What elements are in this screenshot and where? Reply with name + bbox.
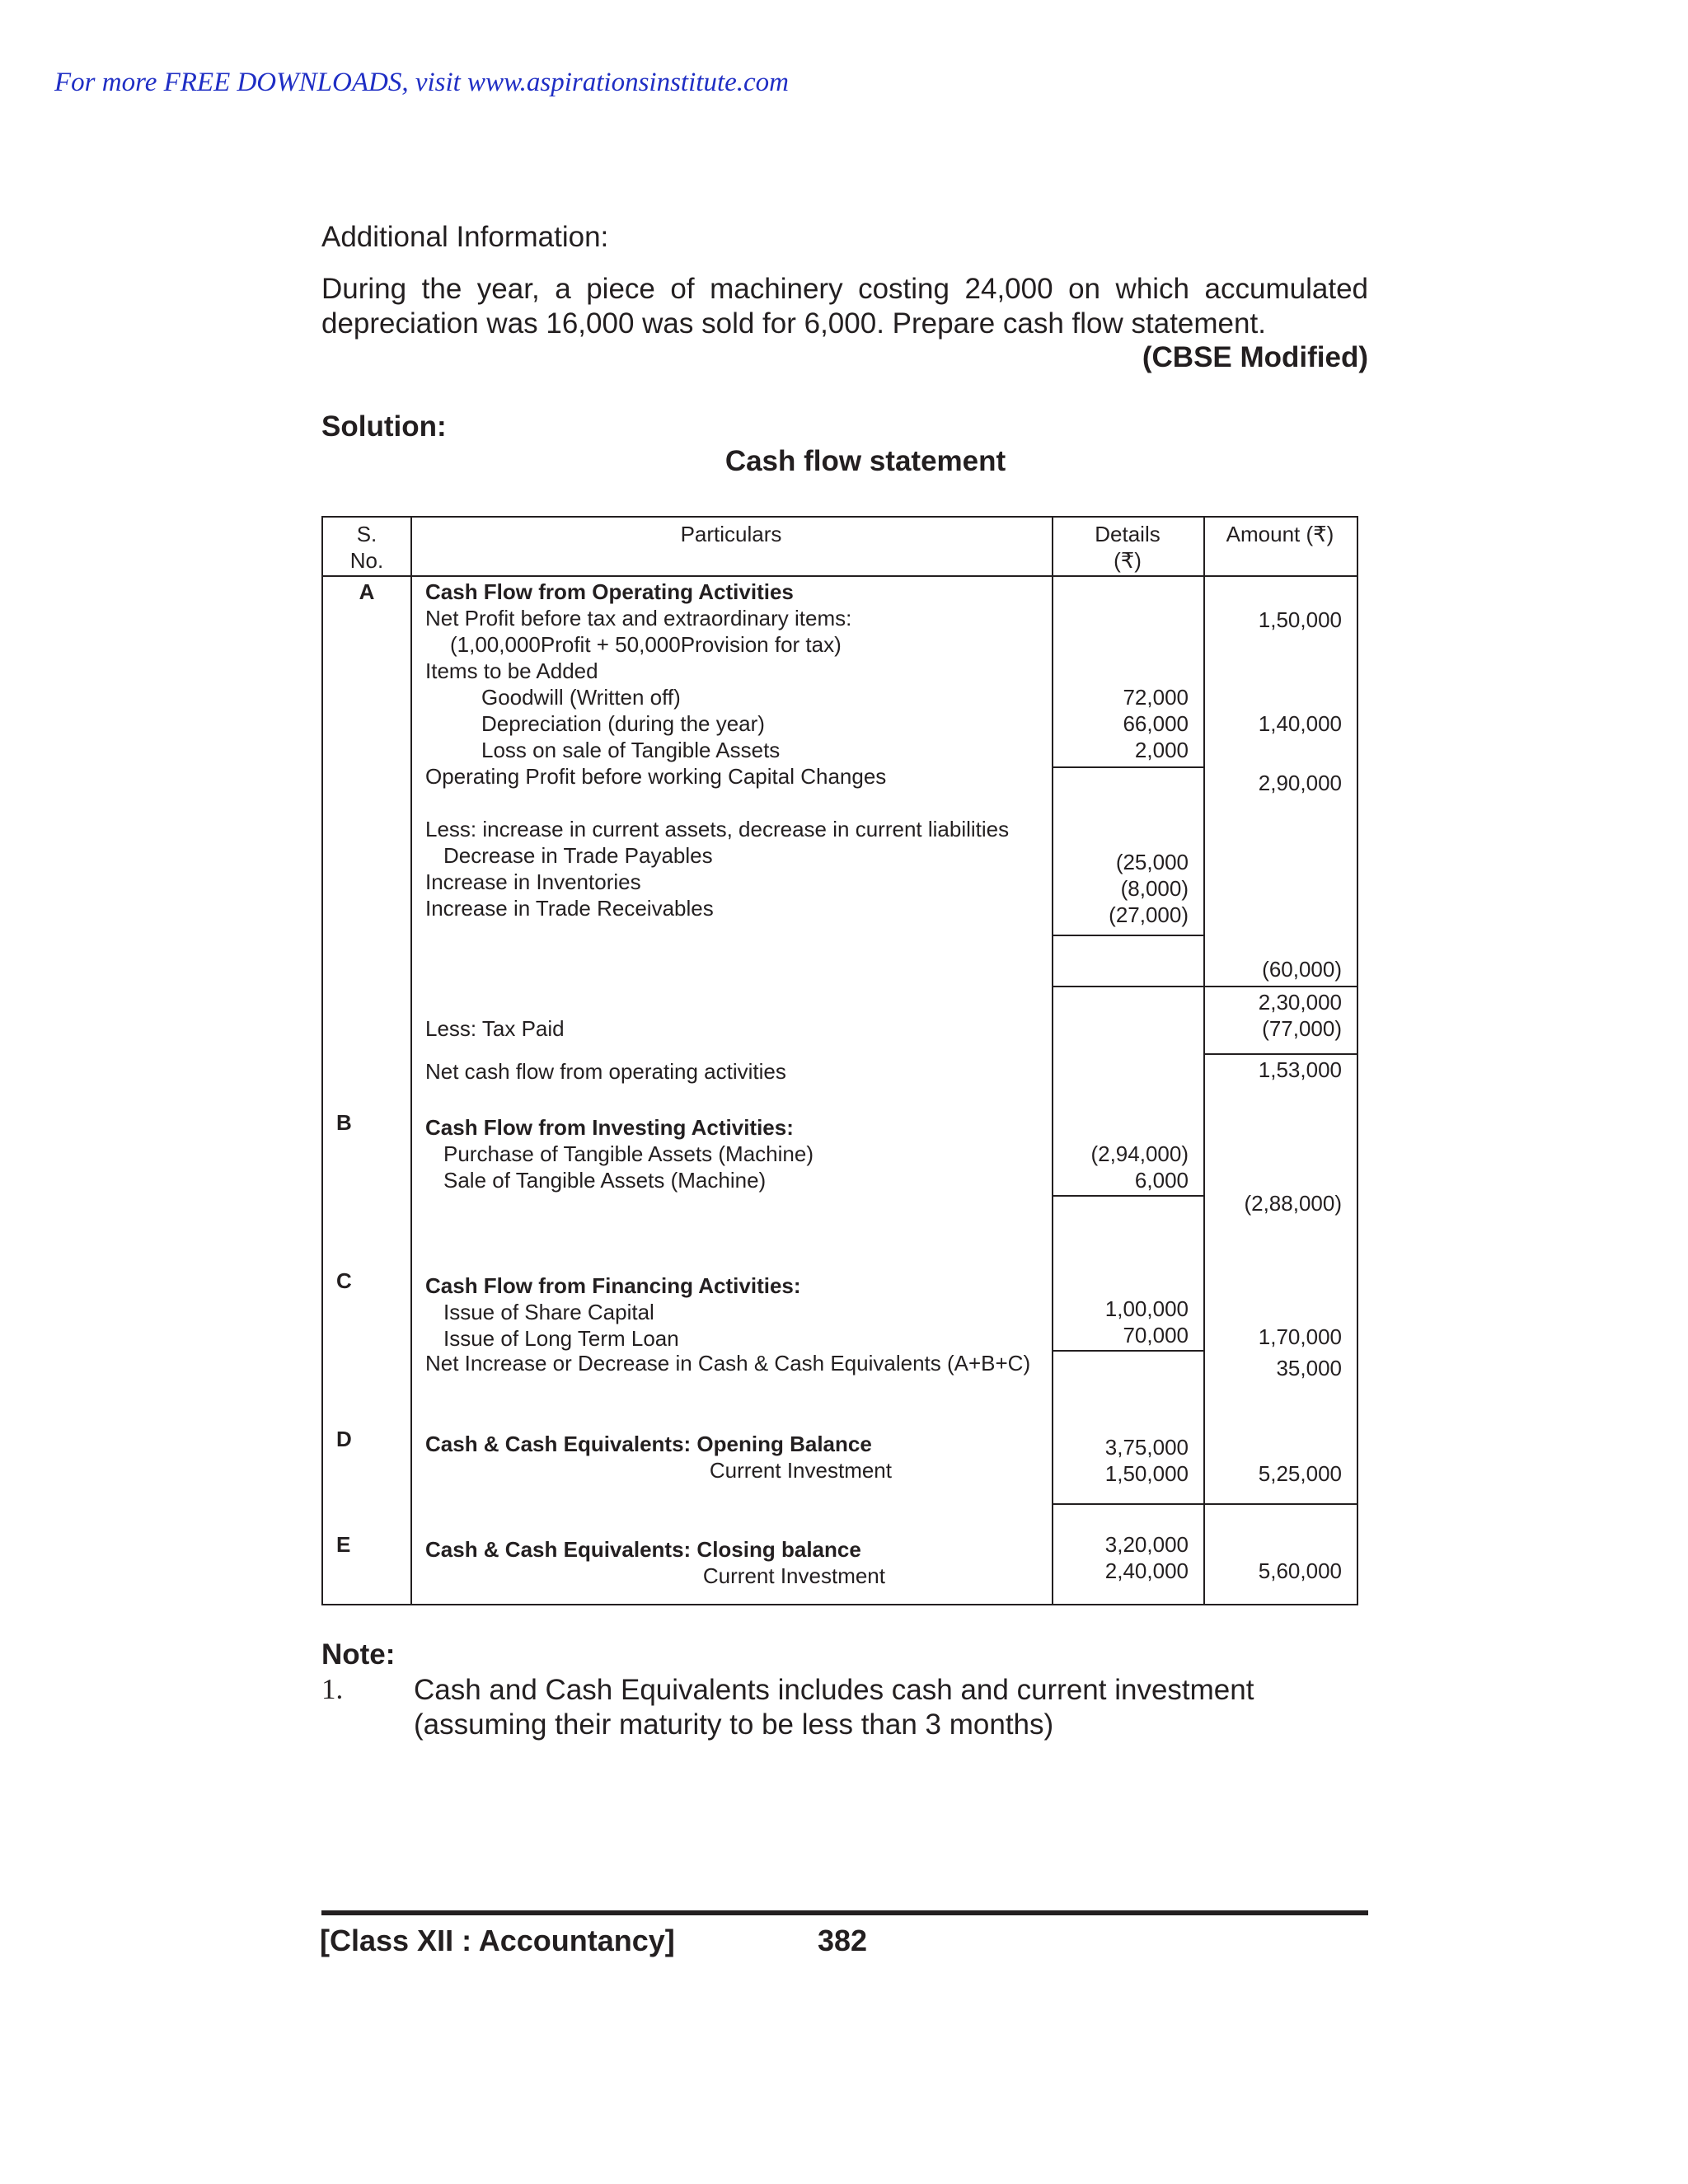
header-details-1: Details — [1095, 522, 1160, 546]
goodwill-detail: 72,000 — [1123, 685, 1189, 710]
purchase-detail: (2,94,000) — [1090, 1141, 1189, 1166]
wc-total: (60,000) — [1262, 957, 1342, 982]
closing-detail-2: 2,40,000 — [1104, 1558, 1189, 1583]
details-rule — [1052, 935, 1203, 936]
note-text — [414, 1673, 1362, 1742]
net-profit-label: Net Profit before tax and extraordinary items: — [425, 606, 852, 630]
op-profit-label: Operating Profit before working Capital Changes — [425, 764, 887, 789]
page-number: 382 — [818, 1924, 868, 1957]
share-detail: 1,00,000 — [1104, 1296, 1189, 1321]
closing-balance-label: Cash & Cash Equivalents: Closing balance — [425, 1537, 861, 1562]
inventories-label: Increase in Inventories — [425, 869, 641, 894]
trade-payables-detail: (25,000 — [1115, 850, 1189, 874]
net-operating-amount: 1,53,000 — [1258, 1057, 1342, 1082]
sno-e: E — [336, 1532, 351, 1557]
amount-rule — [1203, 986, 1357, 987]
sno-d: D — [336, 1427, 352, 1451]
op-profit-amount: 2,90,000 — [1258, 771, 1342, 795]
note-heading: Note: — [321, 1638, 396, 1671]
less-wc-label: Less: increase in current assets, decrease in current liabilities — [425, 817, 1010, 841]
footer-course: [Class XII : Accountancy] — [320, 1924, 675, 1957]
trade-payables-label: Decrease in Trade Payables — [443, 843, 713, 868]
tax-amount: (77,000) — [1262, 1016, 1342, 1041]
section-a-title: Cash Flow from Operating Activities — [425, 579, 794, 604]
footer-rule — [321, 1910, 1368, 1915]
net-operating-label: Net cash flow from operating activities — [425, 1059, 786, 1084]
sno-a: A — [359, 579, 375, 604]
depreciation-label: Depreciation (during the year) — [481, 711, 765, 736]
question-line-1: During the year, a piece of machinery costing 24,000 on which accumulated — [321, 273, 1368, 305]
header-particulars: Particulars — [680, 522, 782, 546]
net-profit-amount: 1,50,000 — [1258, 607, 1342, 632]
solution-label: Solution: — [321, 410, 447, 443]
note-line-2: (assuming their maturity to be less than 3 months) — [414, 1708, 1054, 1741]
header-sno-2: No. — [349, 548, 384, 573]
net-change-amount: 35,000 — [1276, 1356, 1342, 1380]
closing-investment-label: Current Investment — [702, 1563, 885, 1588]
opening-total: 5,25,000 — [1258, 1461, 1342, 1486]
purchase-label: Purchase of Tangible Assets (Machine) — [443, 1141, 814, 1166]
receivables-label: Increase in Trade Receivables — [425, 896, 714, 921]
share-label: Issue of Share Capital — [443, 1300, 654, 1324]
receivables-detail: (27,000) — [1109, 902, 1189, 927]
sno-c: C — [336, 1268, 352, 1293]
section-b-title: Cash Flow from Investing Activities: — [425, 1115, 794, 1140]
header-sno-1: S. — [356, 522, 377, 546]
net-change-label: Net Increase or Decrease in Cash & Cash Equivalents (A+B+C) — [425, 1351, 1031, 1376]
loss-detail: 2,000 — [1134, 738, 1189, 762]
loan-detail: 70,000 — [1123, 1323, 1189, 1347]
financing-total: 1,70,000 — [1258, 1324, 1342, 1349]
statement-title: Cash flow statement — [724, 445, 1006, 477]
sale-detail: 6,000 — [1134, 1168, 1189, 1193]
cash-flow-table — [321, 516, 1358, 1605]
header-amount: Amount (₹) — [1226, 522, 1334, 546]
additional-info-heading: Additional Information: — [321, 221, 609, 253]
col-divider — [410, 518, 412, 1604]
closing-detail-1: 3,20,000 — [1104, 1532, 1189, 1557]
loss-label: Loss on sale of Tangible Assets — [481, 738, 781, 762]
tax-label: Less: Tax Paid — [425, 1016, 565, 1041]
note-number: 1. — [321, 1673, 344, 1705]
opening-detail-2: 1,50,000 — [1104, 1461, 1189, 1486]
amount-rule — [1203, 1053, 1357, 1055]
question-line-2: depreciation was 16,000 was sold for 6,000. Prepare cash flow statement. — [321, 307, 1266, 340]
sno-b: B — [336, 1110, 352, 1135]
details-rule — [1052, 986, 1203, 987]
inventories-detail: (8,000) — [1120, 876, 1189, 901]
details-rule — [1052, 1350, 1203, 1352]
net-profit-note: (1,00,000Profit + 50,000Provision for tax) — [450, 632, 842, 657]
header-rule — [323, 575, 1357, 577]
opening-investment-label: Current Investment — [709, 1458, 892, 1483]
depreciation-detail: 66,000 — [1123, 711, 1189, 736]
section-rule — [1052, 1503, 1357, 1505]
subtotal: 2,30,000 — [1258, 990, 1342, 1015]
investing-total: (2,88,000) — [1244, 1191, 1342, 1216]
details-rule — [1052, 766, 1203, 768]
header-details-2: (₹) — [1114, 548, 1142, 573]
closing-total: 5,60,000 — [1258, 1558, 1342, 1583]
details-rule — [1052, 1195, 1203, 1197]
opening-detail-1: 3,75,000 — [1104, 1435, 1189, 1460]
section-c-title: Cash Flow from Financing Activities: — [425, 1273, 801, 1298]
items-added-label: Items to be Added — [425, 658, 598, 683]
opening-balance-label: Cash & Cash Equivalents: Opening Balance — [425, 1432, 872, 1456]
goodwill-label: Goodwill (Written off) — [481, 685, 681, 710]
items-added-amount: 1,40,000 — [1258, 711, 1342, 736]
source-tag: (CBSE Modified) — [1142, 341, 1368, 373]
note-line-1: Cash and Cash Equivalents includes cash and current investment — [414, 1674, 1254, 1706]
download-link[interactable]: For more FREE DOWNLOADS, visit www.aspirationsinstitute.com — [54, 68, 789, 97]
loan-label: Issue of Long Term Loan — [443, 1326, 679, 1351]
sale-label: Sale of Tangible Assets (Machine) — [443, 1168, 767, 1193]
